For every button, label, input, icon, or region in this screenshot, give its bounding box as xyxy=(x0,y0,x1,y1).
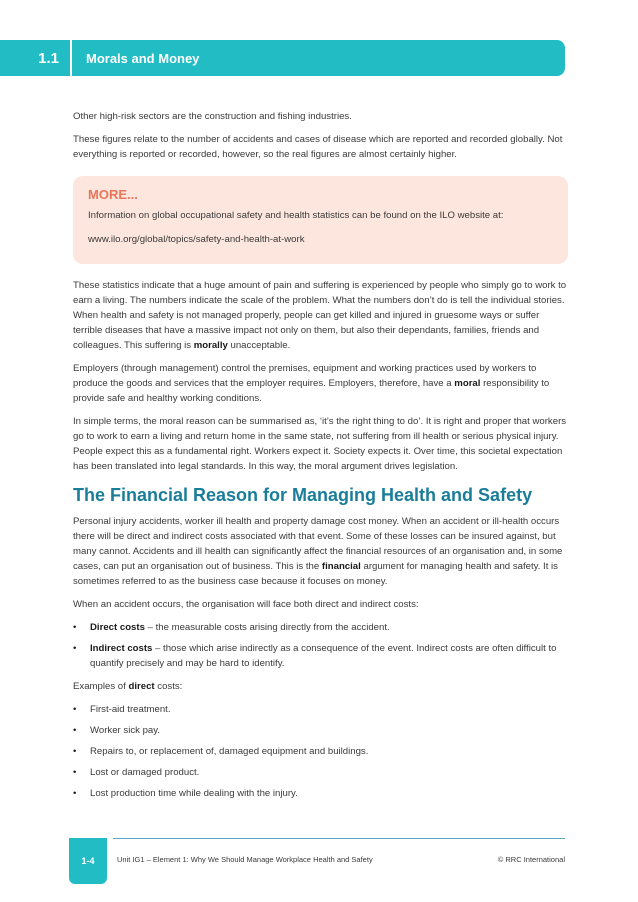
cost-types-list xyxy=(73,620,568,671)
moral-paragraph-2: Employers (through management) control the premises, equipment and working practices used by workers to produce the goods and services that the employer requires. Employers, therefore, have a moral responsibility to provide safe and healthy working conditions. xyxy=(73,363,550,404)
footer-divider xyxy=(113,838,565,839)
section-number: 1.1 xyxy=(0,40,72,76)
list-item: • Lost or damaged product. xyxy=(73,767,200,778)
moral-bold-morally: morally xyxy=(193,340,228,351)
examples-intro: Examples of direct costs: xyxy=(73,681,183,692)
page-number: 1-4 xyxy=(69,838,107,884)
list-item: • Worker sick pay. xyxy=(73,725,161,736)
footer-unit-text: Unit IG1 – Element 1: Why We Should Manage Workplace Health and Safety xyxy=(117,855,373,864)
financial-paragraph-1: Personal injury accidents, worker ill health and property damage cost money. When an accident or ill-health occurs there will be direct and indirect costs associated with that event. Some of these losses can be insured against, but many cannot. Accidents and ill health can significantly affect the financial resources of an organisation and, in some cases, can put an organisation out of business. This is the financial argument for managing health and safety. It is sometimes referred to as the business case because it focuses on money. xyxy=(73,516,563,587)
list-item: • Direct costs – the measurable costs arising directly from the accident. xyxy=(73,622,390,633)
moral-paragraph-1: These statistics indicate that a huge amount of pain and suffering is experienced by people who simply go to work to earn a living. The numbers indicate the scale of the problem. What the numbers don’t do is tell the individual stories. When health and safety is not managed properly, people can get killed and injured in gruesome ways or suffer terrible diseases that have a massive impact not only on them, but also their dependants, families, friends and colleagues. This suffering is morally unacceptable. xyxy=(73,280,567,351)
list-item: • Indirect costs – those which arise indirectly as a consequence of the event. Indirect costs are often difficult to quantify precisely and may be hard to identify. xyxy=(73,643,557,669)
more-info-box xyxy=(73,176,568,264)
more-box-text: Information on global occupational safety and health statistics can be found on the ILO website at: xyxy=(88,210,504,221)
financial-paragraph-2: When an accident occurs, the organisation will face both direct and indirect costs: xyxy=(73,599,419,610)
list-item: • Lost production time while dealing with the injury. xyxy=(73,788,298,799)
more-box-url[interactable]: www.ilo.org/global/topics/safety-and-health-at-work xyxy=(88,234,305,245)
more-box-title: MORE... xyxy=(88,187,138,202)
intro-paragraph-1: Other high-risk sectors are the construction and fishing industries. xyxy=(73,111,352,122)
section-title: Morals and Money xyxy=(86,50,200,66)
list-item: • Repairs to, or replacement of, damaged equipment and buildings. xyxy=(73,746,369,757)
financial-bold: financial xyxy=(321,561,361,572)
list-item: • First-aid treatment. xyxy=(73,704,171,715)
financial-heading: The Financial Reason for Managing Health and Safety xyxy=(73,485,533,505)
moral-paragraph-3: In simple terms, the moral reason can be summarised as, ‘it’s the right thing to do’. It is right and proper that workers go to work to earn a living and return home in the same state, not suffering from ill health or serious physical injury. People expect this as a fundamental right. Workers expect it. Society expects it. Over time, this societal expectation has been translated into legal standards. In this way, the moral argument drives legislation. xyxy=(73,416,567,472)
direct-costs-list xyxy=(73,702,568,801)
moral-bold-moral: moral xyxy=(454,378,481,389)
page-content xyxy=(73,109,568,809)
section-header-bar xyxy=(0,40,565,76)
footer-copyright: © RRC International xyxy=(497,855,565,864)
intro-paragraph-2: These figures relate to the number of accidents and cases of disease which are reported and recorded globally. Not everything is reported or recorded, however, so the real figures are almost certainly higher. xyxy=(73,134,563,160)
